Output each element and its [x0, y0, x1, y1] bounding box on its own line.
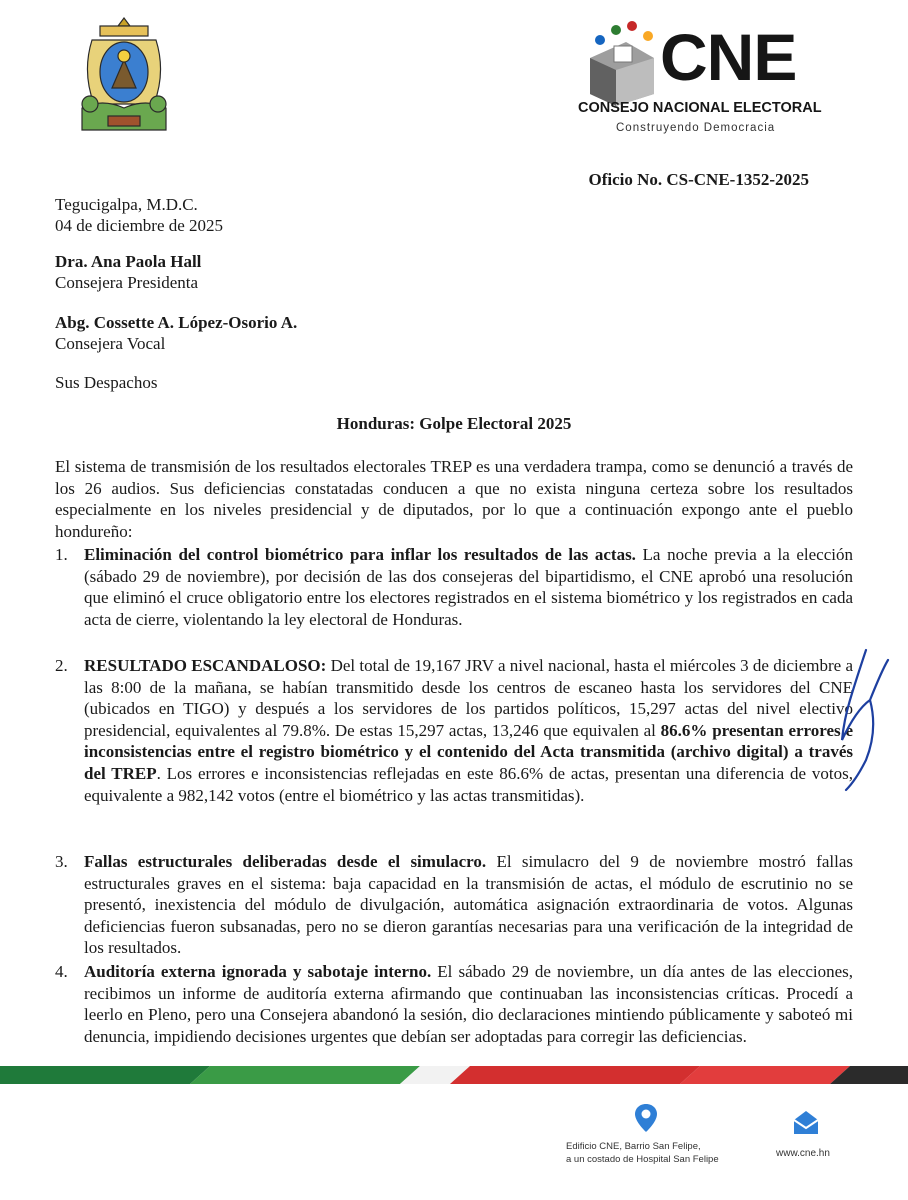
recipient-1-role: Consejera Presidenta	[55, 273, 199, 292]
oficio-number: Oficio No. CS-CNE-1352-2025	[588, 170, 809, 189]
list-item	[55, 961, 853, 1047]
cne-logo-word: CNE	[660, 20, 797, 94]
place: Tegucigalpa, M.D.C.	[55, 195, 198, 214]
item-number: 3.	[55, 852, 68, 871]
date: 04 de diciembre de 2025	[55, 216, 224, 235]
item-text-end: . Los errores e inconsistencias reflejadas en este 86.6% de actas, presentan una diferencia de votos, equivalente a 982,142 votos (entre el biométrico y las actas transmitidas).	[84, 763, 853, 805]
footer-website[interactable]: www.cne.hn	[776, 1148, 830, 1159]
recipient-1-name: Dra. Ana Paola Hall	[55, 252, 202, 271]
intro-paragraph: El sistema de transmisión de los resultados electorales TREP es una verdadera trampa, como se denunció a través de los 26 audios. Sus deficiencias constatadas conducen a que no exista ninguna certeza sobre los resultados especialmente en los niveles presidencial y de diputados, por lo que a continuación expongo ante el pueblo hondureño:	[55, 457, 853, 541]
item-text: Del total de 19,167 JRV a nivel nacional, hasta el miércoles 3 de diciembre a las 8:00 de la mañana, se habían transmitido desde los centros de escaneo hasta los servidores del CNE (ubicados en TIGO) y después a los servidores de los partidos políticos, 15,297 actas del nivel electivo presidencial, equivalentes al 79.8%. De estas 15,297 actas, 13,246 que equivalen al	[84, 656, 854, 740]
item-number: 2.	[55, 656, 68, 675]
item-number: 4.	[55, 962, 68, 981]
item-lead: Eliminación del control biométrico para inflar los resultados de las actas.	[84, 545, 636, 564]
footer-address-line-2: a un costado de Hospital San Felipe	[566, 1154, 719, 1165]
honduras-coat-of-arms-icon	[72, 12, 176, 142]
item-text: La noche previa a la elección (sábado 29 de noviembre), por decisión de las dos consejeras del bipartidismo, el CNE aprobó una resolución que eliminó el cruce obligatorio entre los electores registrados en el sistema biométrico y los registrados en cada acta de cierre, violentando la ley electoral de Honduras.	[84, 545, 853, 629]
cne-logo-name: CONSEJO NACIONAL ELECTORAL	[578, 100, 822, 116]
item-text: El simulacro del 9 de noviembre mostró fallas estructurales graves en el sistema: baja capacidad en la transmisión de actas, el módulo de escrutinio no se presentó, inexistencia del módulo de divulgación, automática asignación extraordinaria de votos. Algunas deficiencias fueron subsanadas, pero no se dieron garantías necesarias para una verificación de la integridad de los resultados.	[84, 852, 853, 958]
item-text: El sábado 29 de noviembre, un día antes de las elecciones, recibimos un informe de auditoría externa afirmando que continuaban las inconsistencias críticas. Procedí a leerlo en Pleno, pero una Consejera abandonó la sesión, dio declaraciones mintiendo públicamente y saboteó mi denuncia, impidiendo decisiones urgentes que debían ser adoptadas para corregir las deficiencias.	[84, 962, 853, 1046]
footer-address	[566, 1140, 719, 1166]
recipient-2-name: Abg. Cossette A. López-Osorio A.	[55, 313, 298, 332]
footer-color-stripe	[0, 1066, 908, 1084]
item-text-bold: 86.6% presentan errores e inconsistencias entre el registro biométrico y el contenido del Acta transmitida (archivo digital) a través del TREP	[84, 720, 853, 783]
item-number: 1.	[55, 545, 68, 564]
item-lead: Auditoría externa ignorada y sabotaje interno.	[84, 962, 432, 981]
cne-logo-tagline: Construyendo Democracia	[616, 122, 776, 134]
item-lead: RESULTADO ESCANDALOSO:	[84, 656, 327, 675]
despachos: Sus Despachos	[55, 373, 158, 392]
signature-icon	[826, 640, 896, 800]
list-item	[55, 851, 853, 959]
list-item	[55, 655, 853, 806]
location-pin-icon	[632, 1102, 660, 1134]
footer-address-line-1: Edificio CNE, Barrio San Felipe,	[566, 1141, 701, 1152]
letter-title: Honduras: Golpe Electoral 2025	[336, 414, 572, 433]
list-item	[55, 544, 853, 630]
recipient-2-role: Consejera Vocal	[55, 334, 166, 353]
item-lead: Fallas estructurales deliberadas desde el simulacro.	[84, 852, 487, 871]
mail-icon	[792, 1108, 820, 1136]
